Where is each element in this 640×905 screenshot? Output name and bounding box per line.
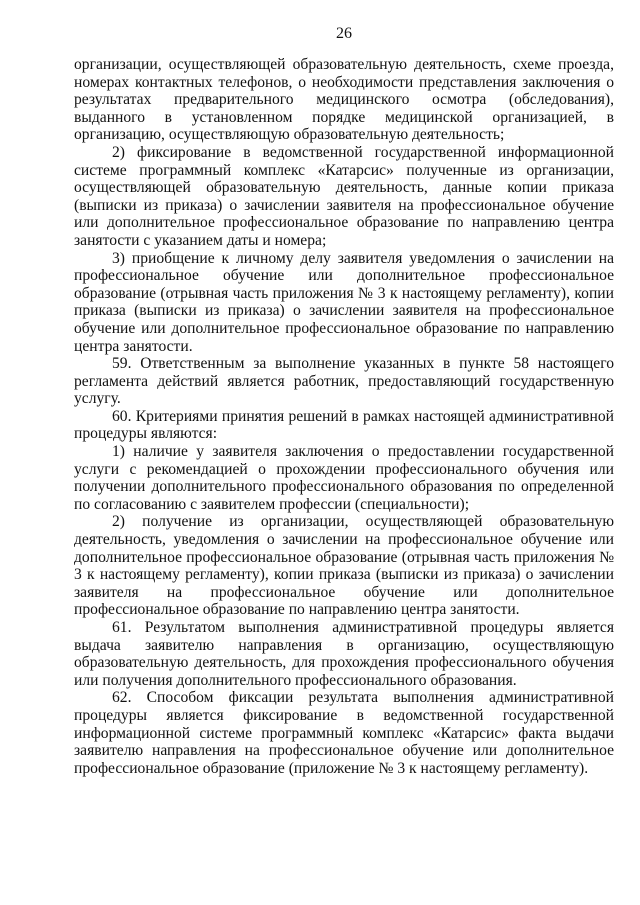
- paragraph-60-criterion-2: 2) получение из организации, осуществляющей образовательную деятельность, уведомления о зачислении на профессиональное обучение или дополнительное профессиональное образование (отрывная часть приложения № 3 к настоящему регламенту), копии приказа (выписки из приказа) о зачислении заявителя на профессиональное обучение или дополнительное профессиональное образование по направлению центра занятости.: [74, 513, 614, 619]
- page-number: 26: [336, 25, 352, 42]
- paragraph-continuation: организации, осуществляющей образовательную деятельность, схеме проезда, номерах контактных телефонов, о необходимости представления заключения о результатах предварительного медицинского осмотра (обследования), выданного в установленном порядке медицинской организацией, в организацию, осуществляющую образовательную деятельность;: [74, 56, 614, 144]
- paragraph-60: 60. Критериями принятия решений в рамках настоящей административной процедуры являются:: [74, 407, 614, 443]
- paragraph-item-3-attachment: 3) приобщение к личному делу заявителя уведомления о зачислении на профессиональное обучение или дополнительное профессиональное образование (отрывная часть приложения № 3 к настоящему регламенту), копии приказа (выписки из приказа) о зачислении заявителя на профессиональное обучение или дополнительное профессиональное образование по направлению центра занятости.: [74, 249, 614, 355]
- document-body: [74, 56, 614, 777]
- paragraph-61: 61. Результатом выполнения административной процедуры является выдача заявителю направления в организацию, осуществляющую образовательную деятельность, для прохождения профессионального обучения или получения дополнительного профессионального образования.: [74, 619, 614, 689]
- paragraph-item-2-fixation: 2) фиксирование в ведомственной государственной информационной системе программный комплекс «Катарсис» полученные из организации, осуществляющей образовательную деятельность, данные копии приказа (выписки из приказа) о зачислении заявителя на профессиональное обучение или дополнительное профессиональное образование по направлению центра занятости с указанием даты и номера;: [74, 143, 614, 249]
- document-page: [74, 0, 614, 905]
- paragraph-62: 62. Способом фиксации результата выполнения административной процедуры является фиксирование в ведомственной государственной информационной системе программный комплекс «Катарсис» факта выдачи заявителю направления на профессиональное обучение или дополнительное профессиональное образование (приложение № 3 к настоящему регламенту).: [74, 689, 614, 777]
- paragraph-60-criterion-1: 1) наличие у заявителя заключения о предоставлении государственной услуги с рекомендацией о прохождении профессионального обучения или получении дополнительного профессионального образования по определенной по согласованию с заявителем профессии (специальности);: [74, 443, 614, 513]
- paragraph-59: 59. Ответственным за выполнение указанных в пункте 58 настоящего регламента действий является работник, предоставляющий государственную услугу.: [74, 355, 614, 408]
